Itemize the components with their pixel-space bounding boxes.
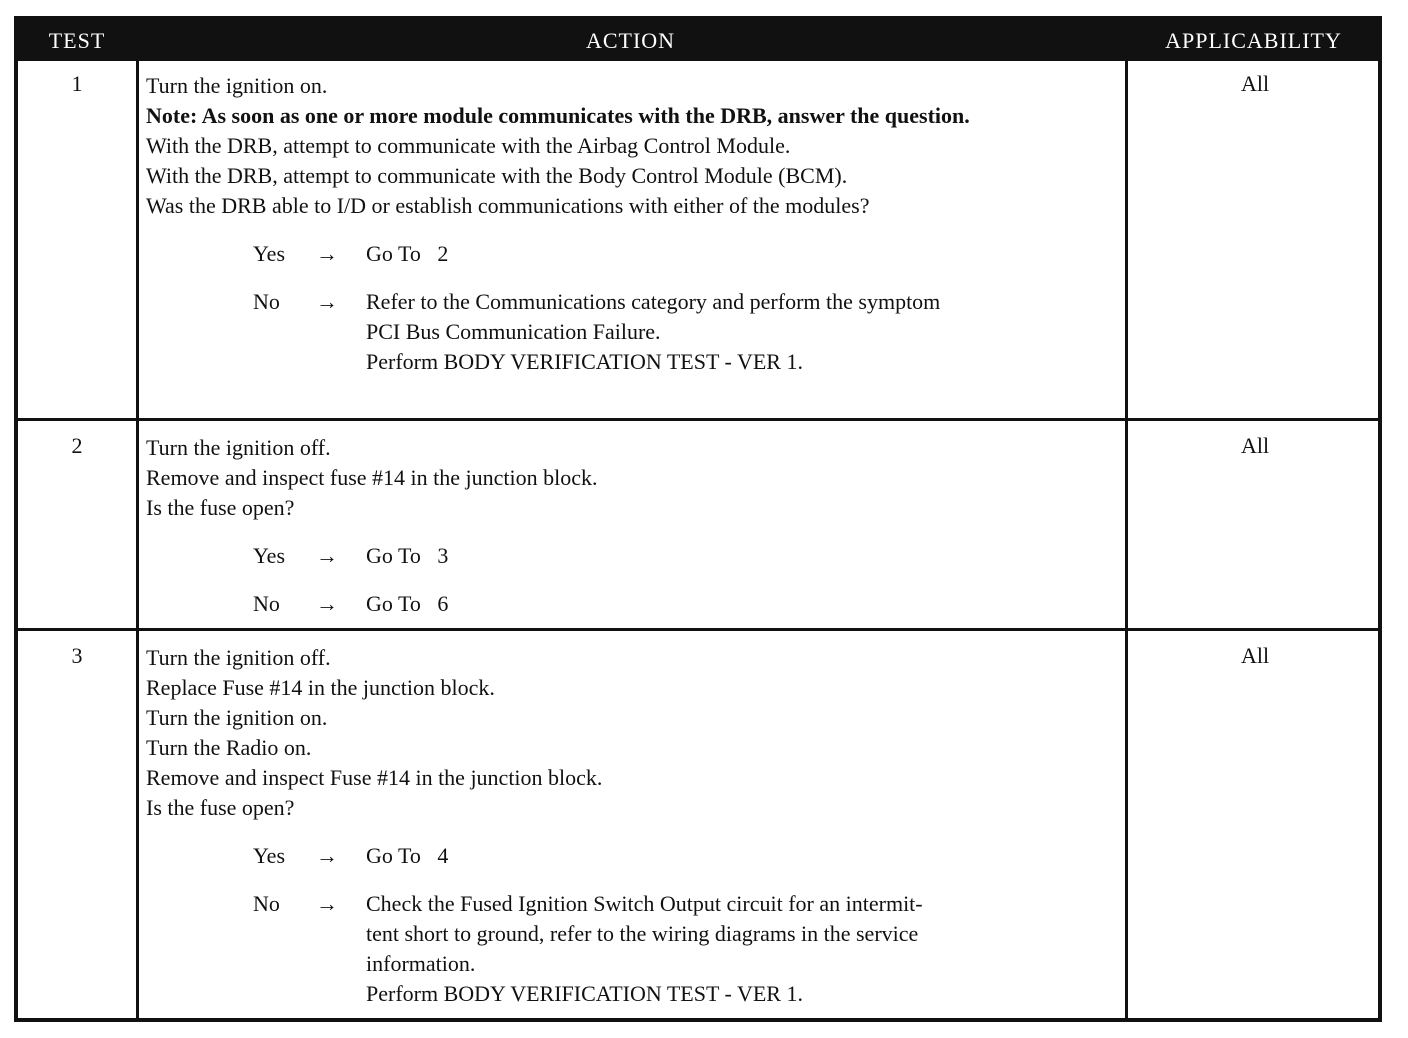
test-number: 2 <box>71 433 83 458</box>
header-applicability: APPLICABILITY <box>1165 28 1342 53</box>
action-line: Turn the ignition on. <box>146 705 328 730</box>
action-line: Replace Fuse #14 in the junction block. <box>146 675 495 700</box>
table-row <box>18 423 1378 631</box>
diagnostic-test-table <box>14 16 1382 1022</box>
applicability-cell: All <box>1240 433 1270 458</box>
yes-result: Go To 3 <box>366 543 449 568</box>
no-result: Go To 6 <box>366 591 449 616</box>
no-label: No <box>253 591 280 616</box>
no-result-line: Perform BODY VERIFICATION TEST - VER 1. <box>366 981 803 1006</box>
yes-answer <box>146 841 1124 871</box>
action-cell <box>146 71 1124 377</box>
action-line: Remove and inspect fuse #14 in the junction block. <box>146 465 598 490</box>
no-result <box>366 287 1126 377</box>
header-test: TEST <box>48 28 106 53</box>
action-question: Is the fuse open? <box>146 495 295 520</box>
no-label: No <box>253 891 280 916</box>
header-action: ACTION <box>585 28 676 53</box>
table-row <box>18 633 1378 1022</box>
no-result-line: Refer to the Communications category and perform the symptom <box>366 289 941 314</box>
action-question: Is the fuse open? <box>146 795 295 820</box>
yes-label: Yes <box>253 543 286 568</box>
yes-answer <box>146 541 1124 571</box>
arrow-icon: → <box>316 241 338 266</box>
arrow-icon: → <box>316 843 338 868</box>
yes-label: Yes <box>253 843 286 868</box>
arrow-icon: → <box>316 591 338 616</box>
applicability-cell: All <box>1240 643 1270 668</box>
test-number: 3 <box>71 643 83 668</box>
arrow-icon: → <box>316 289 338 314</box>
no-result-line: Perform BODY VERIFICATION TEST - VER 1. <box>366 349 803 374</box>
yes-answer <box>146 239 1124 269</box>
action-line: Turn the ignition off. <box>146 645 331 670</box>
arrow-icon: → <box>316 543 338 568</box>
action-cell <box>146 433 1124 619</box>
action-line: With the DRB, attempt to communicate with the Body Control Module (BCM). <box>146 163 848 188</box>
table-header <box>18 20 1378 61</box>
applicability-cell: All <box>1240 71 1270 96</box>
no-result-line: Check the Fused Ignition Switch Output circuit for an intermit- <box>366 891 923 916</box>
no-answer <box>146 589 1124 619</box>
action-line: With the DRB, attempt to communicate with the Airbag Control Module. <box>146 133 791 158</box>
action-line: Turn the ignition on. <box>146 73 328 98</box>
no-answer <box>146 889 1124 1009</box>
yes-result: Go To 4 <box>366 843 449 868</box>
no-result-line: information. <box>366 951 476 976</box>
action-line: Turn the ignition off. <box>146 435 331 460</box>
no-result-line: PCI Bus Communication Failure. <box>366 319 661 344</box>
table-row <box>18 61 1378 421</box>
no-answer <box>146 287 1124 377</box>
no-label: No <box>253 289 280 314</box>
action-question: Was the DRB able to I/D or establish communications with either of the modules? <box>146 193 870 218</box>
yes-result: Go To 2 <box>366 241 449 266</box>
no-result-line: tent short to ground, refer to the wiring diagrams in the service <box>366 921 919 946</box>
action-note: Note: As soon as one or more module communicates with the DRB, answer the question. <box>146 103 970 128</box>
no-result <box>366 889 1126 1009</box>
action-line: Remove and inspect Fuse #14 in the junction block. <box>146 765 603 790</box>
yes-label: Yes <box>253 241 286 266</box>
arrow-icon: → <box>316 891 338 916</box>
test-number: 1 <box>71 71 83 96</box>
action-cell <box>146 643 1124 1009</box>
action-line: Turn the Radio on. <box>146 735 312 760</box>
